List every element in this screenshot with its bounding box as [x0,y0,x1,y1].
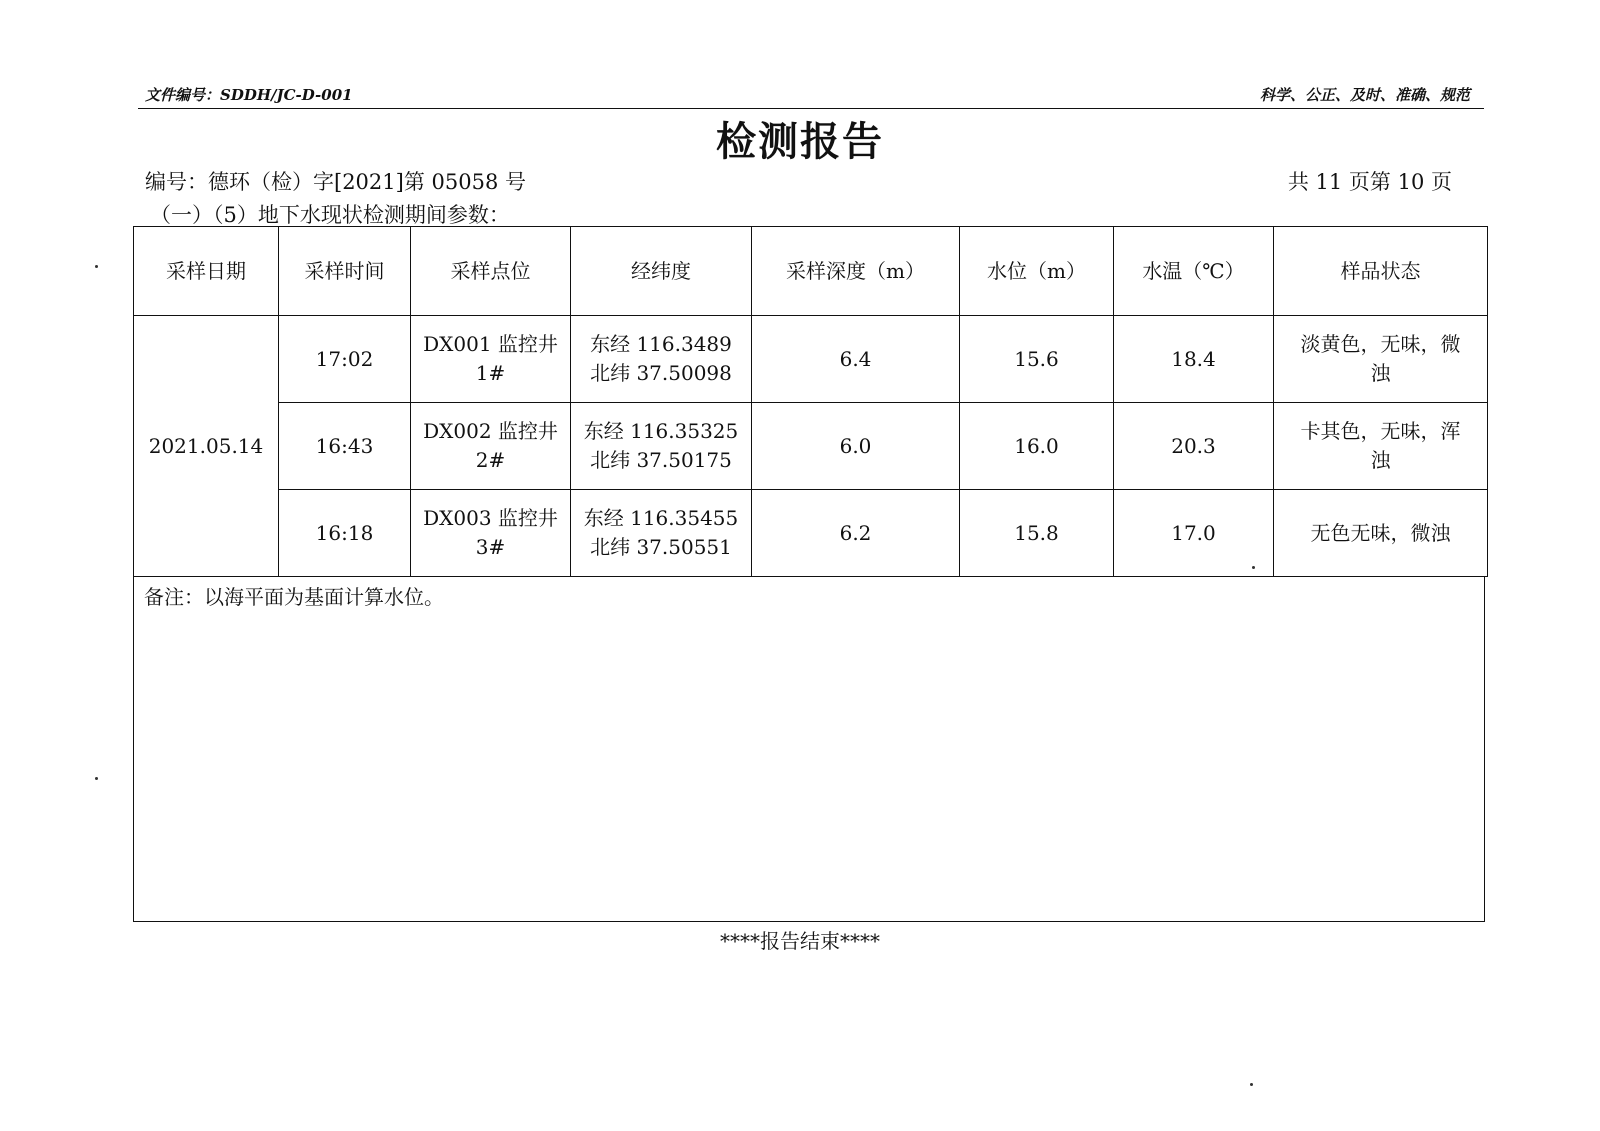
sample-state-line2: 浊 [1370,448,1391,472]
col-sampling-depth: 采样深度（m） [752,227,960,316]
table-header-row [134,227,1488,316]
report-title: 检测报告 [716,118,884,165]
sampling-depth: 6.4 [752,316,960,403]
table-row [134,490,1488,577]
col-coordinates: 经纬度 [571,227,752,316]
water-temp: 17.0 [1114,490,1274,577]
file-number: 文件编号：SDDH/JC-D-001 [145,86,353,104]
col-sampling-time: 采样时间 [279,227,411,316]
col-sample-state: 样品状态 [1274,227,1488,316]
sampling-time: 16:43 [279,403,411,490]
site-number: 1# [475,361,506,385]
coordinates [571,403,752,490]
motto: 科学、公正、及时、准确、规范 [1259,86,1470,104]
sampling-depth: 6.0 [752,403,960,490]
coordinates [571,490,752,577]
longitude: 东经 116.35455 [583,506,739,530]
sampling-time: 17:02 [279,316,411,403]
sample-state-line2: 浊 [1370,361,1391,385]
remark-box [133,577,1485,922]
site-number: 3# [475,535,506,559]
table-row [134,316,1488,403]
document-number: 编号：德环（检）字[2021]第 05058 号 [145,170,526,194]
scan-speck [1252,566,1255,569]
site-name: DX002 监控井 [423,419,558,443]
water-level: 15.6 [960,316,1114,403]
col-sampling-date: 采样日期 [134,227,279,316]
col-sampling-site: 采样点位 [411,227,571,316]
site-number: 2# [475,448,506,472]
latitude: 北纬 37.50551 [590,535,732,559]
sampling-date: 2021.05.14 [134,316,279,577]
scan-speck [95,777,98,780]
water-level: 15.8 [960,490,1114,577]
col-water-temp: 水温（℃） [1114,227,1274,316]
page-info: 共 11 页第 10 页 [1287,170,1452,194]
latitude: 北纬 37.50175 [590,448,732,472]
longitude: 东经 116.3489 [590,332,732,356]
scan-speck [1250,1083,1253,1086]
sample-state [1274,490,1488,577]
col-water-level: 水位（m） [960,227,1114,316]
sampling-site [411,316,571,403]
sampling-depth: 6.2 [752,490,960,577]
latitude: 北纬 37.50098 [590,361,732,385]
sampling-site [411,490,571,577]
coordinates [571,316,752,403]
table-row [134,403,1488,490]
longitude: 东经 116.35325 [583,419,739,443]
sample-state-line1: 淡黄色，无味，微 [1300,332,1461,356]
site-name: DX001 监控井 [423,332,558,356]
header-divider [138,108,1484,109]
sample-state [1274,403,1488,490]
section-title: （一）（5）地下水现状检测期间参数： [150,203,510,227]
water-level: 16.0 [960,403,1114,490]
water-temp: 20.3 [1114,403,1274,490]
water-temp: 18.4 [1114,316,1274,403]
groundwater-parameters-table [133,226,1488,577]
sample-state-line1: 无色无味，微浊 [1310,520,1451,545]
report-end-note: ****报告结束**** [720,929,880,953]
sample-state-line1: 卡其色，无味，浑 [1300,419,1461,443]
remark-text: 备注：以海平面为基面计算水位。 [144,585,444,609]
scan-speck [95,265,98,268]
sampling-time: 16:18 [279,490,411,577]
sample-state [1274,316,1488,403]
sampling-site [411,403,571,490]
site-name: DX003 监控井 [423,506,558,530]
